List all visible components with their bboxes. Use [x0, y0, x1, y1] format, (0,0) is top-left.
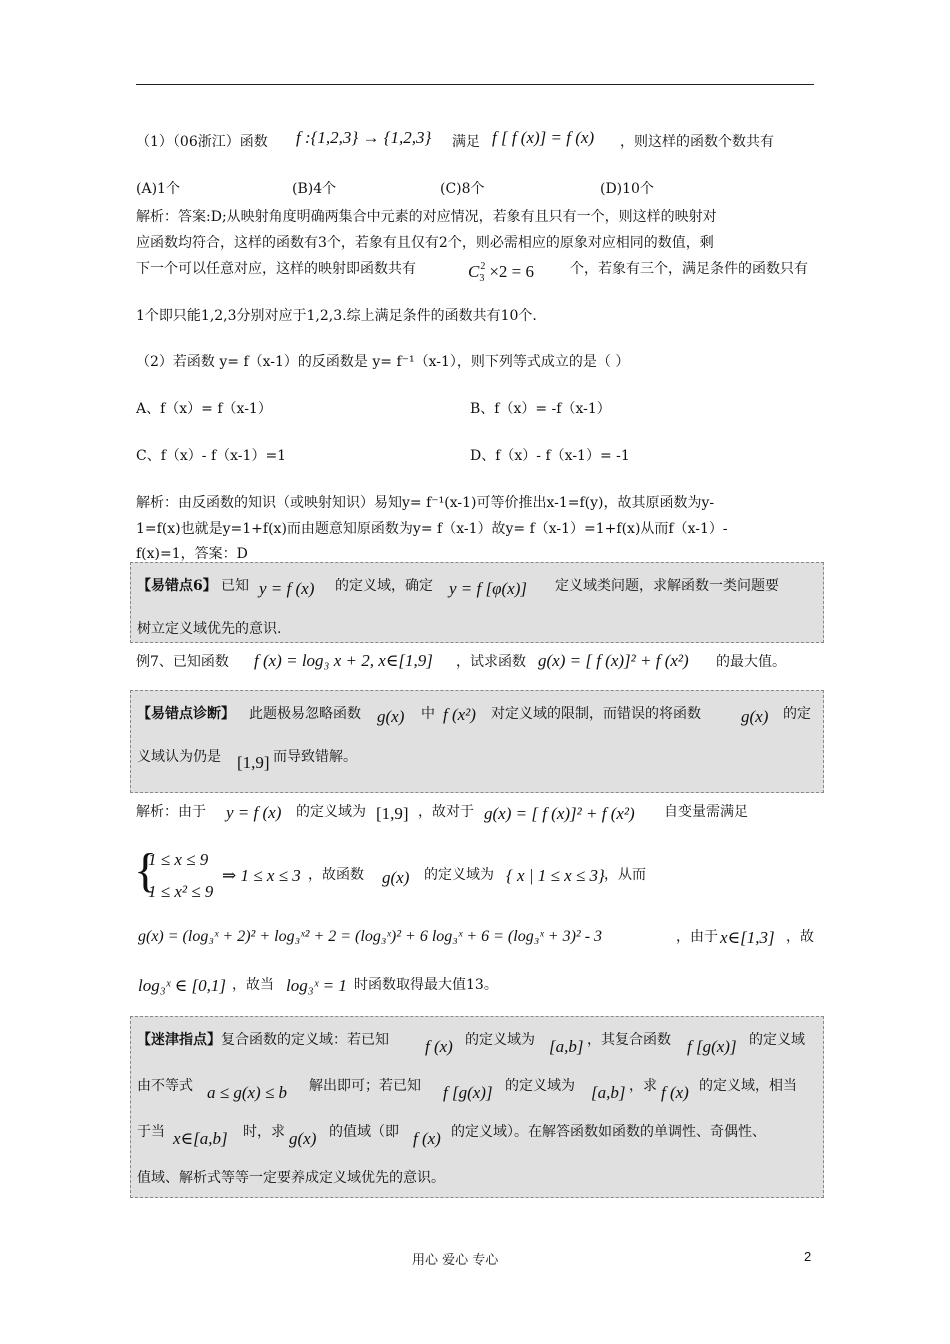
- combination-expr: $C^2_3 \times 2 = 6$: [468, 261, 535, 284]
- tips-t4: 的定义域: [749, 1032, 805, 1048]
- box6-e1: y = f (x): [259, 579, 315, 598]
- solution-l3-e1: g(x) = (log₃ˣ + 2)² + log₃ˣ² + 2 = (log₃ˣ)² + 6 log₃ˣ + 6 = (log₃ˣ + 3)² - 3: [138, 928, 603, 945]
- problem2-analysis-line2: 1=f(x)也就是y=1+f(x)而由题意知原函数为y= f（x-1）故y= f（x-1）=1+f(x)从而f（x-1）-: [136, 521, 728, 537]
- problem1-prefix: （1）（06浙江）函数: [136, 134, 268, 150]
- box6-t2: 的定义域，确定: [335, 578, 433, 594]
- solution-l1-t1: 解析：由于: [136, 804, 206, 820]
- problem2-analysis-line1: 解析：由反函数的知识（或映射知识）易知y= f⁻¹(x-1)可等价推出x-1=f(y)，故其原函数为y-: [136, 495, 715, 511]
- diagnosis-e1: g(x): [377, 707, 405, 726]
- box6-line2: 树立定义域优先的意识.: [137, 621, 282, 637]
- tips-e10: f (x): [413, 1129, 441, 1148]
- tips-e3: f [g(x)]: [687, 1037, 737, 1056]
- box6-t1: 已知: [221, 578, 249, 594]
- problem2-question: （2）若函数 y= f（x-1）的反函数是 y= f⁻¹（x-1），则下列等式成立的是（ ）: [136, 354, 630, 370]
- tips-t6: 解出即可；若已知: [309, 1078, 421, 1094]
- solution-l3-e2: x∈[1,3]: [720, 928, 775, 947]
- problem1-analysis-line3b: 个，若象有三个，满足条件的函数只有: [570, 261, 808, 277]
- system-brace: {: [134, 844, 158, 897]
- problem1-option-b: (B)4个: [292, 181, 337, 197]
- solution-l2-e1: ⇒ 1 ≤ x ≤ 3: [222, 866, 301, 885]
- system-row1: 1 ≤ x ≤ 9: [148, 850, 209, 869]
- problem1-option-c: (C)8个: [440, 181, 485, 197]
- problem2-analysis-line3: f(x)=1，答案：D: [136, 546, 248, 562]
- diagnosis-t1: 此题极易忽略函数: [249, 706, 361, 722]
- solution-l3-t2: ，故: [786, 929, 814, 945]
- problem2-option-b: B、f（x）= -f（x-1）: [470, 401, 611, 417]
- solution-l1-e2: [1,9]: [376, 804, 409, 823]
- tips-t13: 的定义域）。在解答函数如函数的单调性、奇偶性、: [451, 1124, 766, 1140]
- problem1-analysis-line4: 1个即只能1,2,3分别对应于1,2,3.综上满足条件的函数共有10个.: [136, 308, 537, 324]
- example7-t3: 的最大值。: [716, 654, 786, 670]
- combination-symbol: C: [468, 262, 480, 281]
- tips-e7: f (x): [661, 1083, 689, 1102]
- solution-l4-t1: ，故当: [232, 977, 274, 993]
- diagnosis-t3: 对定义域的限制，而错误的将函数: [491, 706, 701, 722]
- tips-t11: 时，求: [243, 1124, 285, 1140]
- problem1-mid: 满足: [452, 134, 480, 150]
- solution-l4-t2: 时函数取得最大值13。: [354, 977, 498, 993]
- tips-e5: f [g(x)]: [443, 1083, 493, 1102]
- solution-l4-e2: log₃ˣ = 1: [286, 976, 347, 995]
- tips-t14: 值域、解析式等等一定要养成定义域优先的意识。: [137, 1170, 445, 1186]
- tips-e4: a ≤ g(x) ≤ b: [207, 1083, 288, 1102]
- tips-t12: 的值域（即: [329, 1124, 399, 1140]
- tips-t10: 于当: [137, 1124, 165, 1140]
- diagnosis-box: [130, 690, 824, 793]
- problem1-option-d: (D)10个: [600, 181, 654, 197]
- solution-l1-e3: g(x) = [ f (x)]² + f (x²): [484, 804, 635, 823]
- page-number: 2: [804, 1249, 812, 1264]
- problem2-option-d: D、f（x）- f（x-1）= -1: [470, 448, 630, 464]
- solution-l2-e3: { x | 1 ≤ x ≤ 3}: [506, 866, 605, 885]
- error-point-6-box: [130, 562, 824, 643]
- system-row2: 1 ≤ x² ≤ 9: [148, 882, 214, 901]
- diagnosis-tag: 【易错点诊断】: [137, 706, 235, 722]
- box6-t3: 定义域类问题，求解函数一类问题要: [555, 578, 779, 594]
- tips-t5: 由不等式: [137, 1078, 193, 1094]
- diagnosis-t6: 而导致错解。: [273, 749, 357, 765]
- combination-tail: ×2 = 6: [489, 262, 535, 281]
- tips-e1: f (x): [425, 1037, 453, 1056]
- tips-box: [130, 1016, 824, 1198]
- tips-tag: 【迷津指点】: [137, 1032, 221, 1048]
- problem1-analysis-line1: 解析：答案:D;从映射角度明确两集合中元素的对应情况，若象有且只有一个，则这样的映射对: [136, 209, 717, 225]
- example7-t2: ，试求函数: [456, 654, 526, 670]
- diagnosis-e3: g(x): [741, 707, 769, 726]
- example7-e1: f (x) = log₃ x + 2, x∈[1,9]: [254, 651, 433, 670]
- example7-t1: 例7、已知函数: [136, 654, 229, 670]
- problem1-cond-expr: f [ f (x)] = f (x): [492, 128, 595, 147]
- header-rule: [136, 84, 814, 85]
- solution-l4-e1: log₃ˣ ∈ [0,1]: [138, 976, 226, 995]
- error-point-6-tag: 【易错点6】: [137, 578, 217, 594]
- tips-t9: 的定义域，相当: [699, 1078, 797, 1094]
- problem1-func-expr: f :{1,2,3} → {1,2,3}: [296, 128, 432, 147]
- tips-e6: [a,b]: [591, 1083, 626, 1102]
- tips-t7: 的定义域为: [505, 1078, 575, 1094]
- solution-l2-t3: ，从而: [604, 867, 646, 883]
- problem1-analysis-line3a: 下一个可以任意对应，这样的映射即函数共有: [136, 261, 416, 277]
- solution-l1-t2: 的定义域为: [296, 804, 366, 820]
- diagnosis-e2: f (x²): [443, 705, 476, 724]
- tips-t8: ，求: [629, 1078, 657, 1094]
- problem1-option-a: (A)1个: [136, 181, 180, 197]
- diagnosis-t2: 中: [421, 706, 435, 722]
- diagnosis-e4: [1,9]: [237, 753, 270, 772]
- tips-e9: g(x): [289, 1129, 317, 1148]
- diagnosis-t4: 的定: [783, 706, 811, 722]
- problem2-option-c: C、f（x）- f（x-1）=1: [136, 448, 287, 464]
- problem2-option-a: A、f（x）= f（x-1）: [136, 401, 272, 417]
- solution-l2-t2: 的定义域为: [424, 867, 494, 883]
- solution-l2-t1: ，故函数: [308, 867, 364, 883]
- problem1-analysis-line2: 应函数均符合，这样的函数有3个，若象有且仅有2个，则必需相应的原象对应相同的数值，剩: [136, 235, 714, 251]
- diagnosis-t5: 义域认为仍是: [137, 749, 221, 765]
- tips-t3: ，其复合函数: [587, 1032, 671, 1048]
- box6-e2: y = f [φ(x)]: [449, 579, 527, 598]
- solution-l1-t4: 自变量需满足: [664, 804, 748, 820]
- tips-e8: x∈[a,b]: [173, 1129, 228, 1148]
- tips-t2: 的定义域为: [465, 1032, 535, 1048]
- problem1-suffix: ，则这样的函数个数共有: [620, 134, 774, 150]
- tips-e2: [a,b]: [549, 1037, 584, 1056]
- solution-l1-t3: ，故对于: [418, 804, 474, 820]
- example7-e2: g(x) = [ f (x)]² + f (x²): [538, 651, 689, 670]
- solution-l1-e1: y = f (x): [226, 803, 282, 822]
- solution-l2-e2: g(x): [382, 868, 410, 887]
- tips-t1: 复合函数的定义域：若已知: [221, 1032, 389, 1048]
- footer-center-text: 用心 爱心 专心: [412, 1253, 499, 1268]
- solution-l3-t1: ，由于: [676, 929, 718, 945]
